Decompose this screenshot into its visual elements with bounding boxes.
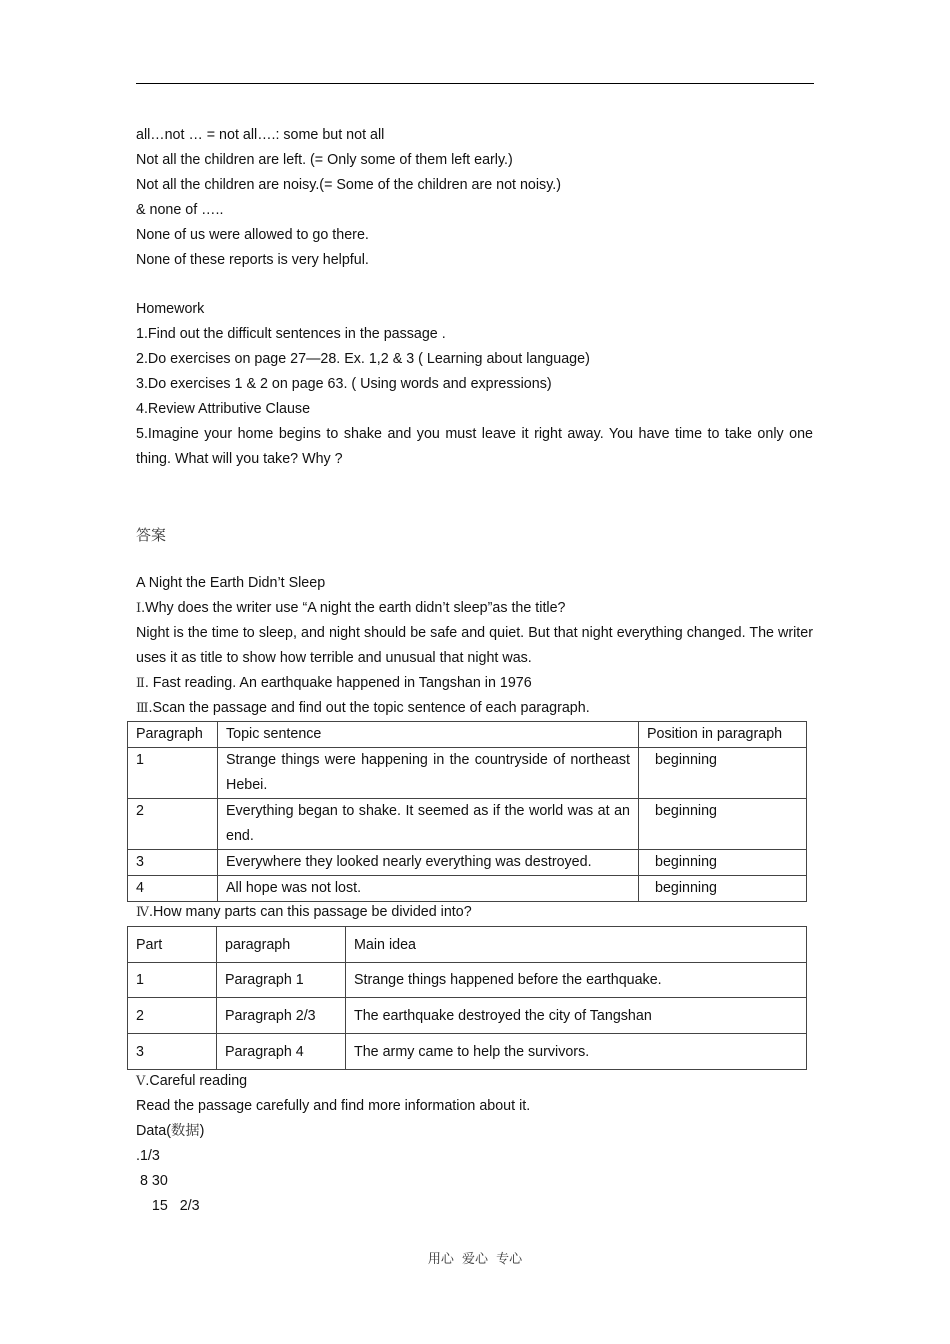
table-cell: beginning [639,876,807,902]
table-cell: Everything began to shake. It seemed as if the world was at an end. [218,799,639,850]
table-cell: 2 [128,998,217,1034]
homework-item: 3.Do exercises 1 & 2 on page 63. ( Using words and expressions) [136,376,552,392]
table-header-cell: Main idea [346,927,807,963]
table-cell: 3 [128,850,218,876]
table-header-row [128,722,807,748]
roman-numeral: Ⅲ [136,701,149,716]
table-cell: beginning [639,748,807,799]
roman-numeral: Ⅱ [136,676,145,691]
data-line: .1/3 [136,1148,160,1164]
question-1 [136,596,566,621]
grammar-note-line: Not all the children are left. (= Only some of them left early.) [136,152,513,168]
table-cell: The earthquake destroyed the city of Tangshan [346,998,807,1034]
answers-heading: 答案 [136,526,167,544]
table-row [128,1034,807,1070]
question-2-text: . Fast reading. An earthquake happened in Tangshan in 1976 [144,675,532,691]
data-line: 15 2/3 [136,1198,200,1214]
grammar-note-line: all…not … = not all….: some but not all [136,127,385,143]
table-row [128,748,807,799]
table-header-row [128,927,807,963]
question-3-text: .Scan the passage and find out the topic sentence of each paragraph. [148,700,590,716]
homework-item: 2.Do exercises on page 27—28. Ex. 1,2 & 3 ( Learning about language) [136,351,590,367]
table-header-cell: Topic sentence [218,722,639,748]
table-header-cell: Position in paragraph [639,722,807,748]
table-cell: Paragraph 1 [217,963,346,998]
data-label [136,1119,204,1144]
question-5 [136,1069,247,1094]
table-header-cell: Paragraph [128,722,218,748]
question-1-text: .Why does the writer use “A night the earth didn’t sleep”as the title? [141,600,566,616]
table-cell: Everywhere they looked nearly everything was destroyed. [218,850,639,876]
table-header-cell: Part [128,927,217,963]
table-cell: 4 [128,876,218,902]
data-line: 8 30 [136,1173,168,1189]
question-3 [136,696,590,721]
homework-item: 5.Imagine your home begins to shake and you must leave it right away. You have time to take only one thing. What will you take? Why ? [136,426,813,467]
question-5-text: .Careful reading [145,1073,248,1089]
grammar-note-line: None of these reports is very helpful. [136,252,369,268]
roman-numeral: Ⅳ [136,905,149,920]
table-cell: 3 [128,1034,217,1070]
grammar-note-line: None of us were allowed to go there. [136,227,369,243]
homework-item: 4.Review Attributive Clause [136,401,311,417]
table-row [128,850,807,876]
question-4-text: .How many parts can this passage be divided into? [149,904,472,920]
table-cell: beginning [639,850,807,876]
data-label-text: Data( [136,1123,171,1139]
careful-reading-instruction: Read the passage carefully and find more information about it. [136,1098,531,1114]
homework-title: Homework [136,301,205,317]
data-label-cjk: 数据 [170,1123,200,1139]
question-4 [136,900,472,925]
roman-numeral: Ⅰ [136,601,142,616]
header-rule [136,83,814,84]
table-cell: Paragraph 4 [217,1034,346,1070]
question-2 [136,671,532,696]
table-cell: beginning [639,799,807,850]
table-cell: Strange things were happening in the countryside of northeast Hebei. [218,748,639,799]
passage-parts-table [127,926,807,1070]
topic-sentence-table [127,721,807,902]
table-cell: 2 [128,799,218,850]
table-row [128,998,807,1034]
table-row [128,963,807,998]
table-cell: 1 [128,748,218,799]
table-cell: 1 [128,963,217,998]
passage-title: A Night the Earth Didn’t Sleep [136,575,326,591]
data-label-close: ) [199,1123,205,1139]
page-footer: 用心 爱心 专心 [427,1252,523,1267]
answer-1: Night is the time to sleep, and night should be safe and quiet. But that night everything changed. The writer uses it as title to show how terrible and unusual that night was. [136,625,813,666]
table-cell: All hope was not lost. [218,876,639,902]
table-cell: Paragraph 2/3 [217,998,346,1034]
grammar-note-line: & none of ….. [136,202,224,218]
table-header-cell: paragraph [217,927,346,963]
table-cell: The army came to help the survivors. [346,1034,807,1070]
roman-numeral: Ⅴ [136,1074,146,1089]
homework-item: 1.Find out the difficult sentences in the passage . [136,326,446,342]
table-cell: Strange things happened before the earthquake. [346,963,807,998]
table-row [128,799,807,850]
table-row [128,876,807,902]
grammar-note-line: Not all the children are noisy.(= Some of the children are not noisy.) [136,177,562,193]
